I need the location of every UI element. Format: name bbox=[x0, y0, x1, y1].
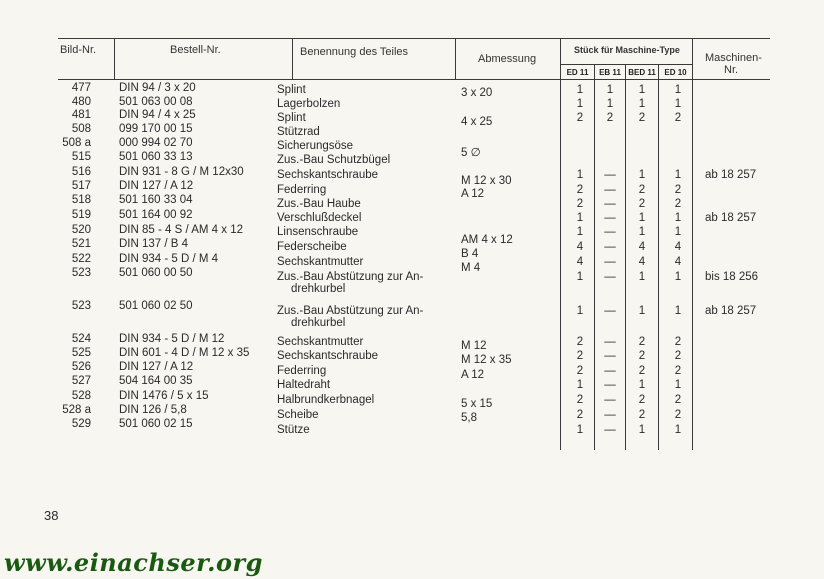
bestell-nr-cell: 501 060 33 13 bbox=[119, 151, 193, 163]
part-name-cell: Sechskantschraube bbox=[277, 169, 379, 181]
qty-ed10-cell: 1 bbox=[674, 379, 682, 391]
col-divider-4 bbox=[560, 38, 561, 450]
type-bed11: BED 11 bbox=[628, 68, 656, 77]
qty-eb11-cell: — bbox=[604, 305, 616, 317]
qty-ed10-cell: 1 bbox=[674, 226, 682, 238]
qty-eb11-cell: — bbox=[604, 365, 616, 377]
abmessung-cell: M 12 x 35 bbox=[461, 354, 512, 366]
bild-nr-cell: 527 bbox=[71, 375, 91, 387]
bestell-nr-cell: 501 063 00 08 bbox=[119, 96, 193, 108]
part-name-cell: Linsenschraube bbox=[277, 226, 359, 238]
bild-nr-cell: 519 bbox=[71, 209, 91, 221]
qty-ed10-cell: 2 bbox=[674, 394, 682, 406]
qty-ed11-cell: 1 bbox=[576, 305, 584, 317]
part-name-cell: Sicherungsöse bbox=[277, 140, 354, 152]
part-name-cell: Zus.-Bau Haube bbox=[277, 198, 361, 210]
part-name-cell: Sechskantmutter bbox=[277, 336, 364, 348]
bild-nr-cell: 528 a bbox=[62, 404, 91, 416]
col-divider-8 bbox=[692, 38, 693, 450]
qty-ed10-cell: 2 bbox=[674, 112, 682, 124]
part-name-cell: Sechskantschraube bbox=[277, 350, 379, 362]
qty-eb11-cell: 1 bbox=[606, 98, 614, 110]
qty-ed10-cell: 1 bbox=[674, 212, 682, 224]
qty-ed10-cell: 2 bbox=[674, 198, 682, 210]
qty-ed10-cell: 1 bbox=[674, 271, 682, 283]
qty-ed10-cell: 2 bbox=[674, 350, 682, 362]
bild-nr-cell: 525 bbox=[71, 347, 91, 359]
qty-ed11-cell: 2 bbox=[576, 112, 584, 124]
bild-nr-cell: 481 bbox=[71, 109, 91, 121]
qty-eb11-cell: 1 bbox=[606, 84, 614, 96]
qty-ed11-cell: 2 bbox=[576, 198, 584, 210]
part-name-cell: Stütze bbox=[277, 424, 310, 436]
qty-bed11-cell: 2 bbox=[638, 336, 646, 348]
bestell-nr-cell: 504 164 00 35 bbox=[119, 375, 193, 387]
bestell-nr-cell: DIN 94 / 3 x 20 bbox=[119, 82, 196, 94]
bestell-nr-cell: 501 060 00 50 bbox=[119, 267, 193, 279]
qty-bed11-cell: 1 bbox=[638, 379, 646, 391]
part-name-cell: Federring bbox=[277, 184, 327, 196]
header-stueck: Stück für Maschine-Type bbox=[574, 45, 680, 55]
bild-nr-cell: 522 bbox=[71, 253, 91, 265]
header-abmessung: Abmessung bbox=[478, 53, 537, 65]
header-top-rule bbox=[58, 38, 770, 39]
qty-bed11-cell: 2 bbox=[638, 394, 646, 406]
qty-eb11-cell: 2 bbox=[606, 112, 614, 124]
abmessung-cell: 5,8 bbox=[461, 412, 477, 424]
bild-nr-cell: 528 bbox=[71, 390, 91, 402]
part-name-cell: Stützrad bbox=[277, 126, 320, 138]
qty-eb11-cell: — bbox=[604, 256, 616, 268]
qty-bed11-cell: 1 bbox=[638, 424, 646, 436]
bild-nr-cell: 516 bbox=[71, 166, 91, 178]
qty-eb11-cell: — bbox=[604, 336, 616, 348]
part-name-cont-cell: drehkurbel bbox=[291, 283, 346, 295]
qty-bed11-cell: 2 bbox=[638, 198, 646, 210]
qty-ed10-cell: 1 bbox=[674, 424, 682, 436]
qty-ed11-cell: 1 bbox=[576, 169, 584, 181]
part-name-cell: Federscheibe bbox=[277, 241, 347, 253]
qty-ed10-cell: 1 bbox=[674, 305, 682, 317]
qty-eb11-cell: — bbox=[604, 394, 616, 406]
bild-nr-cell: 477 bbox=[71, 82, 91, 94]
qty-ed10-cell: 4 bbox=[674, 256, 682, 268]
part-name-cont-cell: drehkurbel bbox=[291, 317, 346, 329]
qty-ed10-cell: 2 bbox=[674, 184, 682, 196]
header-bild-nr: Bild-Nr. bbox=[60, 44, 97, 56]
part-name-cell: Lagerbolzen bbox=[277, 98, 341, 110]
qty-bed11-cell: 2 bbox=[638, 365, 646, 377]
bestell-nr-cell: 000 994 02 70 bbox=[119, 137, 193, 149]
type-ed10: ED 10 bbox=[664, 68, 687, 77]
bestell-nr-cell: 501 164 00 92 bbox=[119, 209, 193, 221]
qty-ed11-cell: 2 bbox=[576, 409, 584, 421]
abmessung-cell: 5 x 15 bbox=[461, 398, 493, 410]
part-name-cell: Splint bbox=[277, 84, 306, 96]
qty-ed11-cell: 1 bbox=[576, 424, 584, 436]
bestell-nr-cell: DIN 1476 / 5 x 15 bbox=[119, 390, 209, 402]
part-name-cell: Splint bbox=[277, 112, 306, 124]
part-name-cell: Verschlußdeckel bbox=[277, 212, 362, 224]
abmessung-cell: AM 4 x 12 bbox=[461, 234, 513, 246]
qty-ed11-cell: 4 bbox=[576, 241, 584, 253]
col-divider-1 bbox=[114, 38, 115, 80]
bild-nr-cell: 508 bbox=[71, 123, 91, 135]
part-name-cell: Halbrundkerbnagel bbox=[277, 394, 375, 406]
maschinen-nr-cell: ab 18 257 bbox=[705, 212, 757, 224]
bestell-nr-cell: DIN 127 / A 12 bbox=[119, 361, 194, 373]
qty-eb11-cell: — bbox=[604, 424, 616, 436]
qty-ed11-cell: 2 bbox=[576, 184, 584, 196]
qty-eb11-cell: — bbox=[604, 169, 616, 181]
bestell-nr-cell: DIN 137 / B 4 bbox=[119, 238, 189, 250]
type-ed11: ED 11 bbox=[566, 68, 589, 77]
qty-ed11-cell: 1 bbox=[576, 212, 584, 224]
qty-eb11-cell: — bbox=[604, 198, 616, 210]
qty-bed11-cell: 1 bbox=[638, 98, 646, 110]
bestell-nr-cell: DIN 126 / 5,8 bbox=[119, 404, 187, 416]
qty-ed11-cell: 1 bbox=[576, 84, 584, 96]
bestell-nr-cell: 501 160 33 04 bbox=[119, 194, 193, 206]
qty-bed11-cell: 2 bbox=[638, 184, 646, 196]
header-bottom-rule bbox=[58, 79, 770, 80]
part-name-cell: Zus.-Bau Schutzbügel bbox=[277, 154, 391, 166]
bild-nr-cell: 517 bbox=[71, 180, 91, 192]
bestell-nr-cell: DIN 934 - 5 D / M 4 bbox=[119, 253, 219, 265]
qty-ed11-cell: 1 bbox=[576, 226, 584, 238]
header-benennung: Benennung des Teiles bbox=[300, 46, 409, 58]
qty-bed11-cell: 2 bbox=[638, 112, 646, 124]
bestell-nr-cell: DIN 127 / A 12 bbox=[119, 180, 194, 192]
abmessung-cell: M 12 bbox=[461, 340, 487, 352]
qty-ed11-cell: 2 bbox=[576, 365, 584, 377]
qty-ed11-cell: 1 bbox=[576, 98, 584, 110]
col-divider-7 bbox=[658, 64, 659, 450]
abmessung-cell: M 12 x 30 bbox=[461, 175, 512, 187]
abmessung-cell: B 4 bbox=[461, 248, 479, 260]
qty-eb11-cell: — bbox=[604, 271, 616, 283]
qty-ed11-cell: 2 bbox=[576, 350, 584, 362]
bild-nr-cell: 529 bbox=[71, 418, 91, 430]
part-name-cell: Scheibe bbox=[277, 409, 319, 421]
qty-bed11-cell: 2 bbox=[638, 409, 646, 421]
bild-nr-cell: 523 bbox=[71, 300, 91, 312]
qty-ed10-cell: 2 bbox=[674, 336, 682, 348]
bild-nr-cell: 524 bbox=[71, 333, 91, 345]
bestell-nr-cell: DIN 931 - 8 G / M 12x30 bbox=[119, 166, 244, 178]
abmessung-cell: M 4 bbox=[461, 262, 481, 274]
bild-nr-cell: 523 bbox=[71, 267, 91, 279]
bestell-nr-cell: 501 060 02 15 bbox=[119, 418, 193, 430]
abmessung-cell: A 12 bbox=[461, 369, 485, 381]
qty-ed10-cell: 1 bbox=[674, 98, 682, 110]
bestell-nr-cell: DIN 85 - 4 S / AM 4 x 12 bbox=[119, 224, 243, 236]
maschinen-nr-cell: ab 18 257 bbox=[705, 169, 757, 181]
abmessung-cell: 5 ∅ bbox=[461, 147, 481, 159]
qty-eb11-cell: — bbox=[604, 241, 616, 253]
qty-ed11-cell: 4 bbox=[576, 256, 584, 268]
part-name-cell: Sechskantmutter bbox=[277, 256, 364, 268]
qty-ed10-cell: 1 bbox=[674, 84, 682, 96]
col-divider-2 bbox=[292, 38, 293, 80]
part-name-cell: Federring bbox=[277, 365, 327, 377]
bild-nr-cell: 480 bbox=[71, 96, 91, 108]
bild-nr-cell: 520 bbox=[71, 224, 91, 236]
header-maschinen: Maschinen- bbox=[705, 52, 762, 64]
qty-ed11-cell: 1 bbox=[576, 379, 584, 391]
part-name-cell: Zus.-Bau Abstützung zur An- bbox=[277, 305, 424, 317]
qty-bed11-cell: 1 bbox=[638, 212, 646, 224]
website-watermark: www.einachser.org bbox=[4, 548, 263, 577]
qty-eb11-cell: — bbox=[604, 212, 616, 224]
bild-nr-cell: 526 bbox=[71, 361, 91, 373]
qty-eb11-cell: — bbox=[604, 379, 616, 391]
qty-ed10-cell: 4 bbox=[674, 241, 682, 253]
qty-bed11-cell: 2 bbox=[638, 350, 646, 362]
col-divider-3 bbox=[455, 38, 456, 80]
qty-eb11-cell: — bbox=[604, 350, 616, 362]
bestell-nr-cell: DIN 934 - 5 D / M 12 bbox=[119, 333, 225, 345]
header-bestell-nr: Bestell-Nr. bbox=[170, 44, 221, 56]
maschinen-nr-cell: ab 18 257 bbox=[705, 305, 757, 317]
abmessung-cell: 3 x 20 bbox=[461, 87, 493, 99]
qty-ed11-cell: 1 bbox=[576, 271, 584, 283]
qty-ed10-cell: 2 bbox=[674, 365, 682, 377]
abmessung-cell: A 12 bbox=[461, 188, 485, 200]
bild-nr-cell: 521 bbox=[71, 238, 91, 250]
qty-bed11-cell: 1 bbox=[638, 305, 646, 317]
page-number: 38 bbox=[44, 508, 59, 523]
type-sub-rule bbox=[560, 64, 692, 65]
qty-ed10-cell: 1 bbox=[674, 169, 682, 181]
part-name-cell: Zus.-Bau Abstützung zur An- bbox=[277, 271, 424, 283]
qty-bed11-cell: 1 bbox=[638, 226, 646, 238]
bestell-nr-cell: DIN 601 - 4 D / M 12 x 35 bbox=[119, 347, 250, 359]
qty-ed11-cell: 2 bbox=[576, 336, 584, 348]
qty-bed11-cell: 4 bbox=[638, 256, 646, 268]
qty-eb11-cell: — bbox=[604, 409, 616, 421]
qty-bed11-cell: 1 bbox=[638, 84, 646, 96]
qty-bed11-cell: 1 bbox=[638, 271, 646, 283]
header-maschinen-nr: Nr. bbox=[724, 64, 739, 76]
maschinen-nr-cell: bis 18 256 bbox=[705, 271, 759, 283]
bild-nr-cell: 508 a bbox=[62, 137, 91, 149]
qty-ed10-cell: 2 bbox=[674, 409, 682, 421]
qty-ed11-cell: 2 bbox=[576, 394, 584, 406]
bestell-nr-cell: 501 060 02 50 bbox=[119, 300, 193, 312]
col-divider-6 bbox=[625, 64, 626, 450]
type-eb11: EB 11 bbox=[599, 68, 621, 77]
bestell-nr-cell: DIN 94 / 4 x 25 bbox=[119, 109, 196, 121]
qty-bed11-cell: 1 bbox=[638, 169, 646, 181]
col-divider-5 bbox=[594, 64, 595, 450]
qty-eb11-cell: — bbox=[604, 226, 616, 238]
qty-eb11-cell: — bbox=[604, 184, 616, 196]
qty-bed11-cell: 4 bbox=[638, 241, 646, 253]
bestell-nr-cell: 099 170 00 15 bbox=[119, 123, 193, 135]
abmessung-cell: 4 x 25 bbox=[461, 116, 493, 128]
bild-nr-cell: 515 bbox=[71, 151, 91, 163]
bild-nr-cell: 518 bbox=[71, 194, 91, 206]
part-name-cell: Haltedraht bbox=[277, 379, 331, 391]
